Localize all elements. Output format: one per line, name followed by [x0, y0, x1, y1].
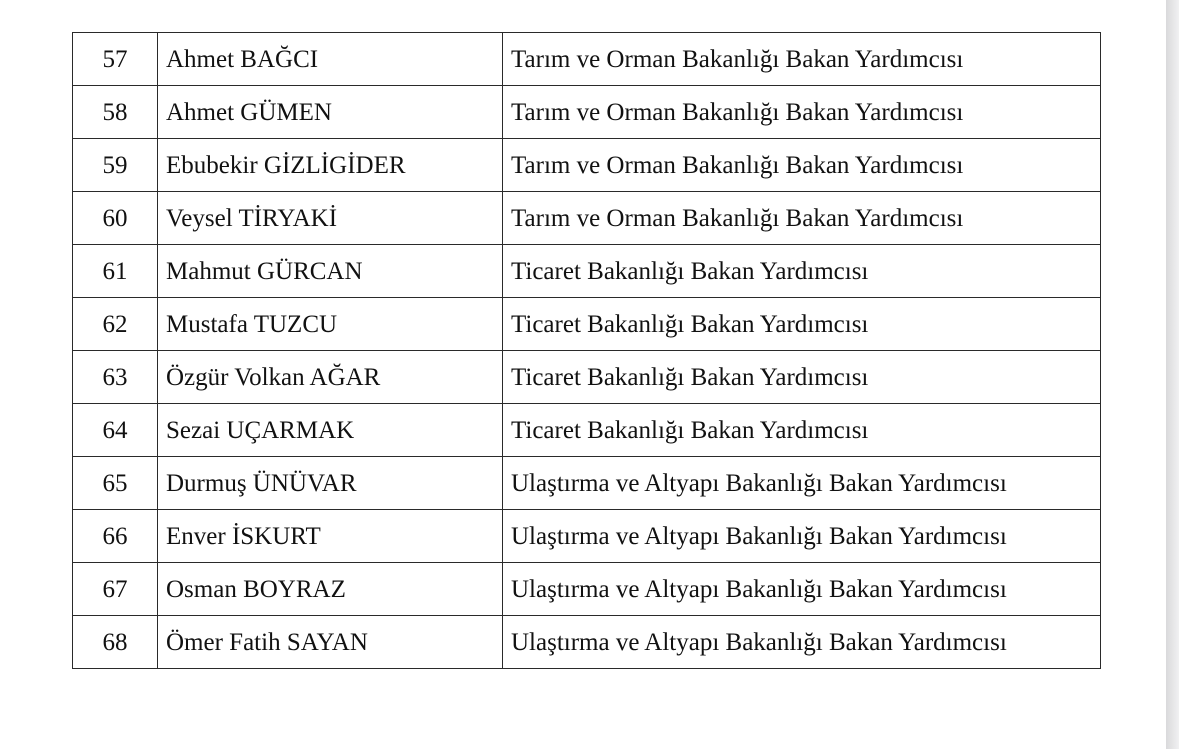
table-row	[73, 563, 1101, 616]
position-title: Ulaştırma ve Altyapı Bakanlığı Bakan Yardımcısı	[503, 563, 1101, 616]
position-title: Ulaştırma ve Altyapı Bakanlığı Bakan Yardımcısı	[503, 457, 1101, 510]
table-row	[73, 139, 1101, 192]
page-edge-shadow	[1166, 0, 1179, 749]
person-name: Osman BOYRAZ	[158, 563, 503, 616]
position-title: Ticaret Bakanlığı Bakan Yardımcısı	[503, 298, 1101, 351]
table-row	[73, 616, 1101, 669]
position-title: Ticaret Bakanlığı Bakan Yardımcısı	[503, 404, 1101, 457]
position-title: Ticaret Bakanlığı Bakan Yardımcısı	[503, 245, 1101, 298]
table-row	[73, 510, 1101, 563]
position-title: Ticaret Bakanlığı Bakan Yardımcısı	[503, 351, 1101, 404]
position-title: Tarım ve Orman Bakanlığı Bakan Yardımcısı	[503, 86, 1101, 139]
table-row	[73, 245, 1101, 298]
person-name: Durmuş ÜNÜVAR	[158, 457, 503, 510]
table-row	[73, 298, 1101, 351]
position-title: Ulaştırma ve Altyapı Bakanlığı Bakan Yardımcısı	[503, 510, 1101, 563]
position-title: Ulaştırma ve Altyapı Bakanlığı Bakan Yardımcısı	[503, 616, 1101, 669]
row-number: 57	[73, 33, 158, 86]
person-name: Ahmet GÜMEN	[158, 86, 503, 139]
table-row	[73, 457, 1101, 510]
row-number: 60	[73, 192, 158, 245]
person-name: Mahmut GÜRCAN	[158, 245, 503, 298]
row-number: 65	[73, 457, 158, 510]
person-name: Ebubekir GİZLİGİDER	[158, 139, 503, 192]
person-name: Özgür Volkan AĞAR	[158, 351, 503, 404]
person-name: Mustafa TUZCU	[158, 298, 503, 351]
row-number: 63	[73, 351, 158, 404]
table-row	[73, 351, 1101, 404]
position-title: Tarım ve Orman Bakanlığı Bakan Yardımcısı	[503, 139, 1101, 192]
appointments-table	[72, 32, 1101, 669]
row-number: 67	[73, 563, 158, 616]
row-number: 62	[73, 298, 158, 351]
table-row	[73, 192, 1101, 245]
row-number: 66	[73, 510, 158, 563]
person-name: Veysel TİRYAKİ	[158, 192, 503, 245]
row-number: 68	[73, 616, 158, 669]
person-name: Enver İSKURT	[158, 510, 503, 563]
table-row	[73, 33, 1101, 86]
person-name: Ahmet BAĞCI	[158, 33, 503, 86]
table-row	[73, 86, 1101, 139]
person-name: Ömer Fatih SAYAN	[158, 616, 503, 669]
position-title: Tarım ve Orman Bakanlığı Bakan Yardımcısı	[503, 33, 1101, 86]
position-title: Tarım ve Orman Bakanlığı Bakan Yardımcısı	[503, 192, 1101, 245]
row-number: 58	[73, 86, 158, 139]
row-number: 64	[73, 404, 158, 457]
table-row	[73, 404, 1101, 457]
row-number: 59	[73, 139, 158, 192]
row-number: 61	[73, 245, 158, 298]
person-name: Sezai UÇARMAK	[158, 404, 503, 457]
